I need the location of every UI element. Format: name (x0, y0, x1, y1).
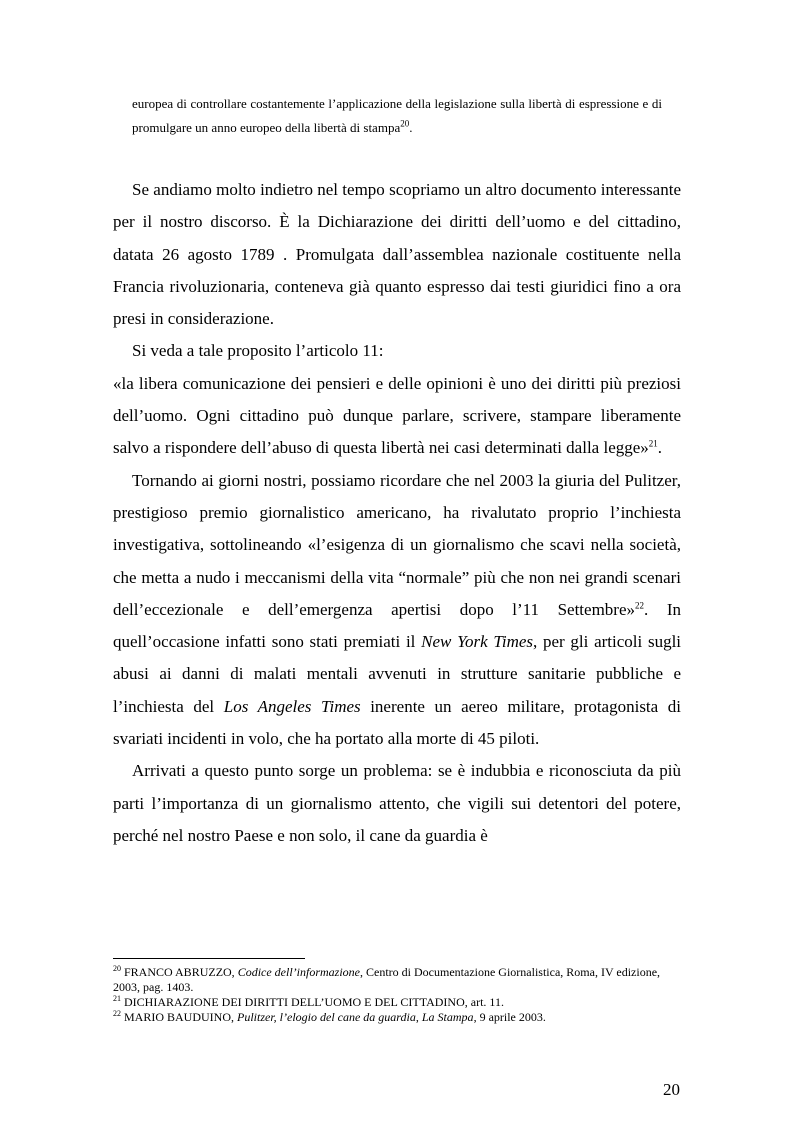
paragraph-1: Se andiamo molto indietro nel tempo scopriamo un altro documento interessante per il nostro discorso. È la Dichiarazione dei diritti dell’uomo e del cittadino, datata 26 agosto 1789 . Promulgata dall’assemblea nazionale costituente nella Francia rivoluzionaria, conteneva già quanto espresso dai testi giuridici fino a ora presi in considerazione. (113, 180, 681, 329)
paragraph-5: Arrivati a questo punto sorge un problema: se è indubbia e riconosciuta da più parti l’importanza di un giornalismo attento, che vigili sui detentori del potere, perché nel nostro Paese e non solo, il cane da guardia è (113, 761, 681, 845)
paragraph-4: Tornando ai giorni nostri, possiamo ricordare che nel 2003 la giuria del Pulitzer, prestigioso premio giornalistico americano, ha rivalutato proprio l’inchiesta investigativa, sottolineando «l’esigenza di un giornalismo che scavi nella società, che metta a nudo i meccanismi della vita “normale” più che non nei grandi scenari dell’eccezionale e dell’emergenza apertisi dopo l’11 Settembre»$^{22}$. In quell’occasione infatti sono stati premiati il New York Times, per gli articoli sugli abusi ai danni di malati mentali avvenuti in strutture sanitarie pubbliche e l’inchiesta del Los Angeles Times inerente un aereo militare, protagonista di svariati incidenti in volo, che ha portato alla morte di 45 piloti. (113, 470, 682, 749)
footnote-ref-20[interactable]: 20 (400, 118, 410, 129)
page-number: 20 (663, 1080, 680, 1099)
block-quote: europea di controllare costantemente l’applicazione della legislazione sulla libertà di espressione e di promulgare un anno europeo della libertà di stampa$^{20}$. (132, 96, 662, 135)
footnote-ref-22[interactable]: 22 (635, 600, 645, 611)
footnotes (113, 965, 681, 1025)
footnote-20: $^{20}$ FRANCO ABRUZZO, Codice dell’informazione, Centro di Documentazione Giornalistica, Roma, IV edizione, 2003, pag. 1403. (113, 964, 661, 994)
footnote-22: $^{22}$ MARIO BAUDUINO, Pulitzer, l’elogio del cane da guardia, La Stampa, 9 aprile 2003. (113, 1009, 546, 1024)
body-text (113, 174, 681, 852)
footnote-divider (113, 958, 305, 959)
paragraph-3: «la libera comunicazione dei pensieri e delle opinioni è uno dei diritti più preziosi dell’uomo. Ogni cittadino può dunque parlare, scrivere, stampare liberamente salvo a rispondere dell’abuso di questa libertà nei casi determinati dalla legge»$^{21}$. (113, 373, 681, 458)
footnote-ref-21[interactable]: 21 (648, 438, 658, 449)
footnote-21: $^{21}$ DICHIARAZIONE DEI DIRITTI DELL’UOMO E DEL CITTADINO, art. 11. (113, 994, 504, 1009)
paragraph-2: Si veda a tale proposito l’articolo 11: (132, 341, 384, 361)
